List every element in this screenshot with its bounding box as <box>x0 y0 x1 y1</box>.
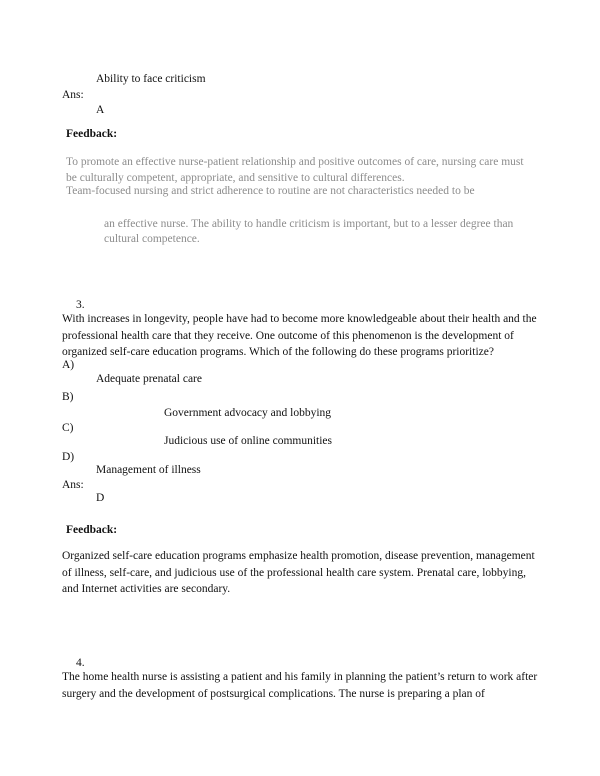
q3-answer: D <box>96 492 105 504</box>
q2-feedback-line-3: Team-focused nursing and strict adherence to routine are not characteristics needed to be <box>66 185 475 197</box>
q2-feedback-line-5: cultural competence. <box>104 233 200 245</box>
q2-feedback-line-4: an effective nurse. The ability to handle criticism is important, but to a lesser degree than <box>104 218 514 230</box>
q2-feedback-line-2: be culturally competent, appropriate, and sensitive to cultural differences. <box>66 172 405 184</box>
q3-number: 3. <box>76 299 85 311</box>
q2-option-d-text: Ability to face criticism <box>96 73 206 85</box>
q3-option-a-letter: A) <box>62 359 75 371</box>
q3-option-d-letter: D) <box>62 451 75 463</box>
q3-question-text: With increases in longevity, people have had to become more knowledgeable about their health and the professional health care that they receive. One outcome of this phenomenon is the development of organized self-care education programs. Which of the following do these programs prioritize? <box>62 313 537 358</box>
q3-option-b-text: Government advocacy and lobbying <box>164 407 332 419</box>
q3-option-b-letter: B) <box>62 391 74 403</box>
q3-option-a-text: Adequate prenatal care <box>96 373 202 385</box>
q4-number: 4. <box>76 657 85 669</box>
q3-option-c-text: Judicious use of online communities <box>164 435 333 447</box>
q2-ans-label: Ans: <box>62 89 84 101</box>
q2-feedback-line-1: To promote an effective nurse-patient relationship and positive outcomes of care, nursing care must <box>66 156 524 168</box>
q3-option-d-text: Management of illness <box>96 464 201 476</box>
q3-feedback-label: Feedback: <box>66 524 118 536</box>
q3-feedback-text: Organized self-care education programs emphasize health promotion, disease prevention, management of illness, self-care, and judicious use of the professional health care system. Prenatal care, lobbying, and Internet activities are secondary. <box>62 550 535 595</box>
q4-question-text: The home health nurse is assisting a patient and his family in planning the patient’s return to work after surgery and the development of postsurgical complications. The nurse is preparing a plan of <box>62 671 538 700</box>
q2-feedback-label: Feedback: <box>66 128 118 140</box>
q3-option-c-letter: C) <box>62 422 74 434</box>
q2-answer: A <box>96 104 105 116</box>
q3-ans-label: Ans: <box>62 479 84 491</box>
